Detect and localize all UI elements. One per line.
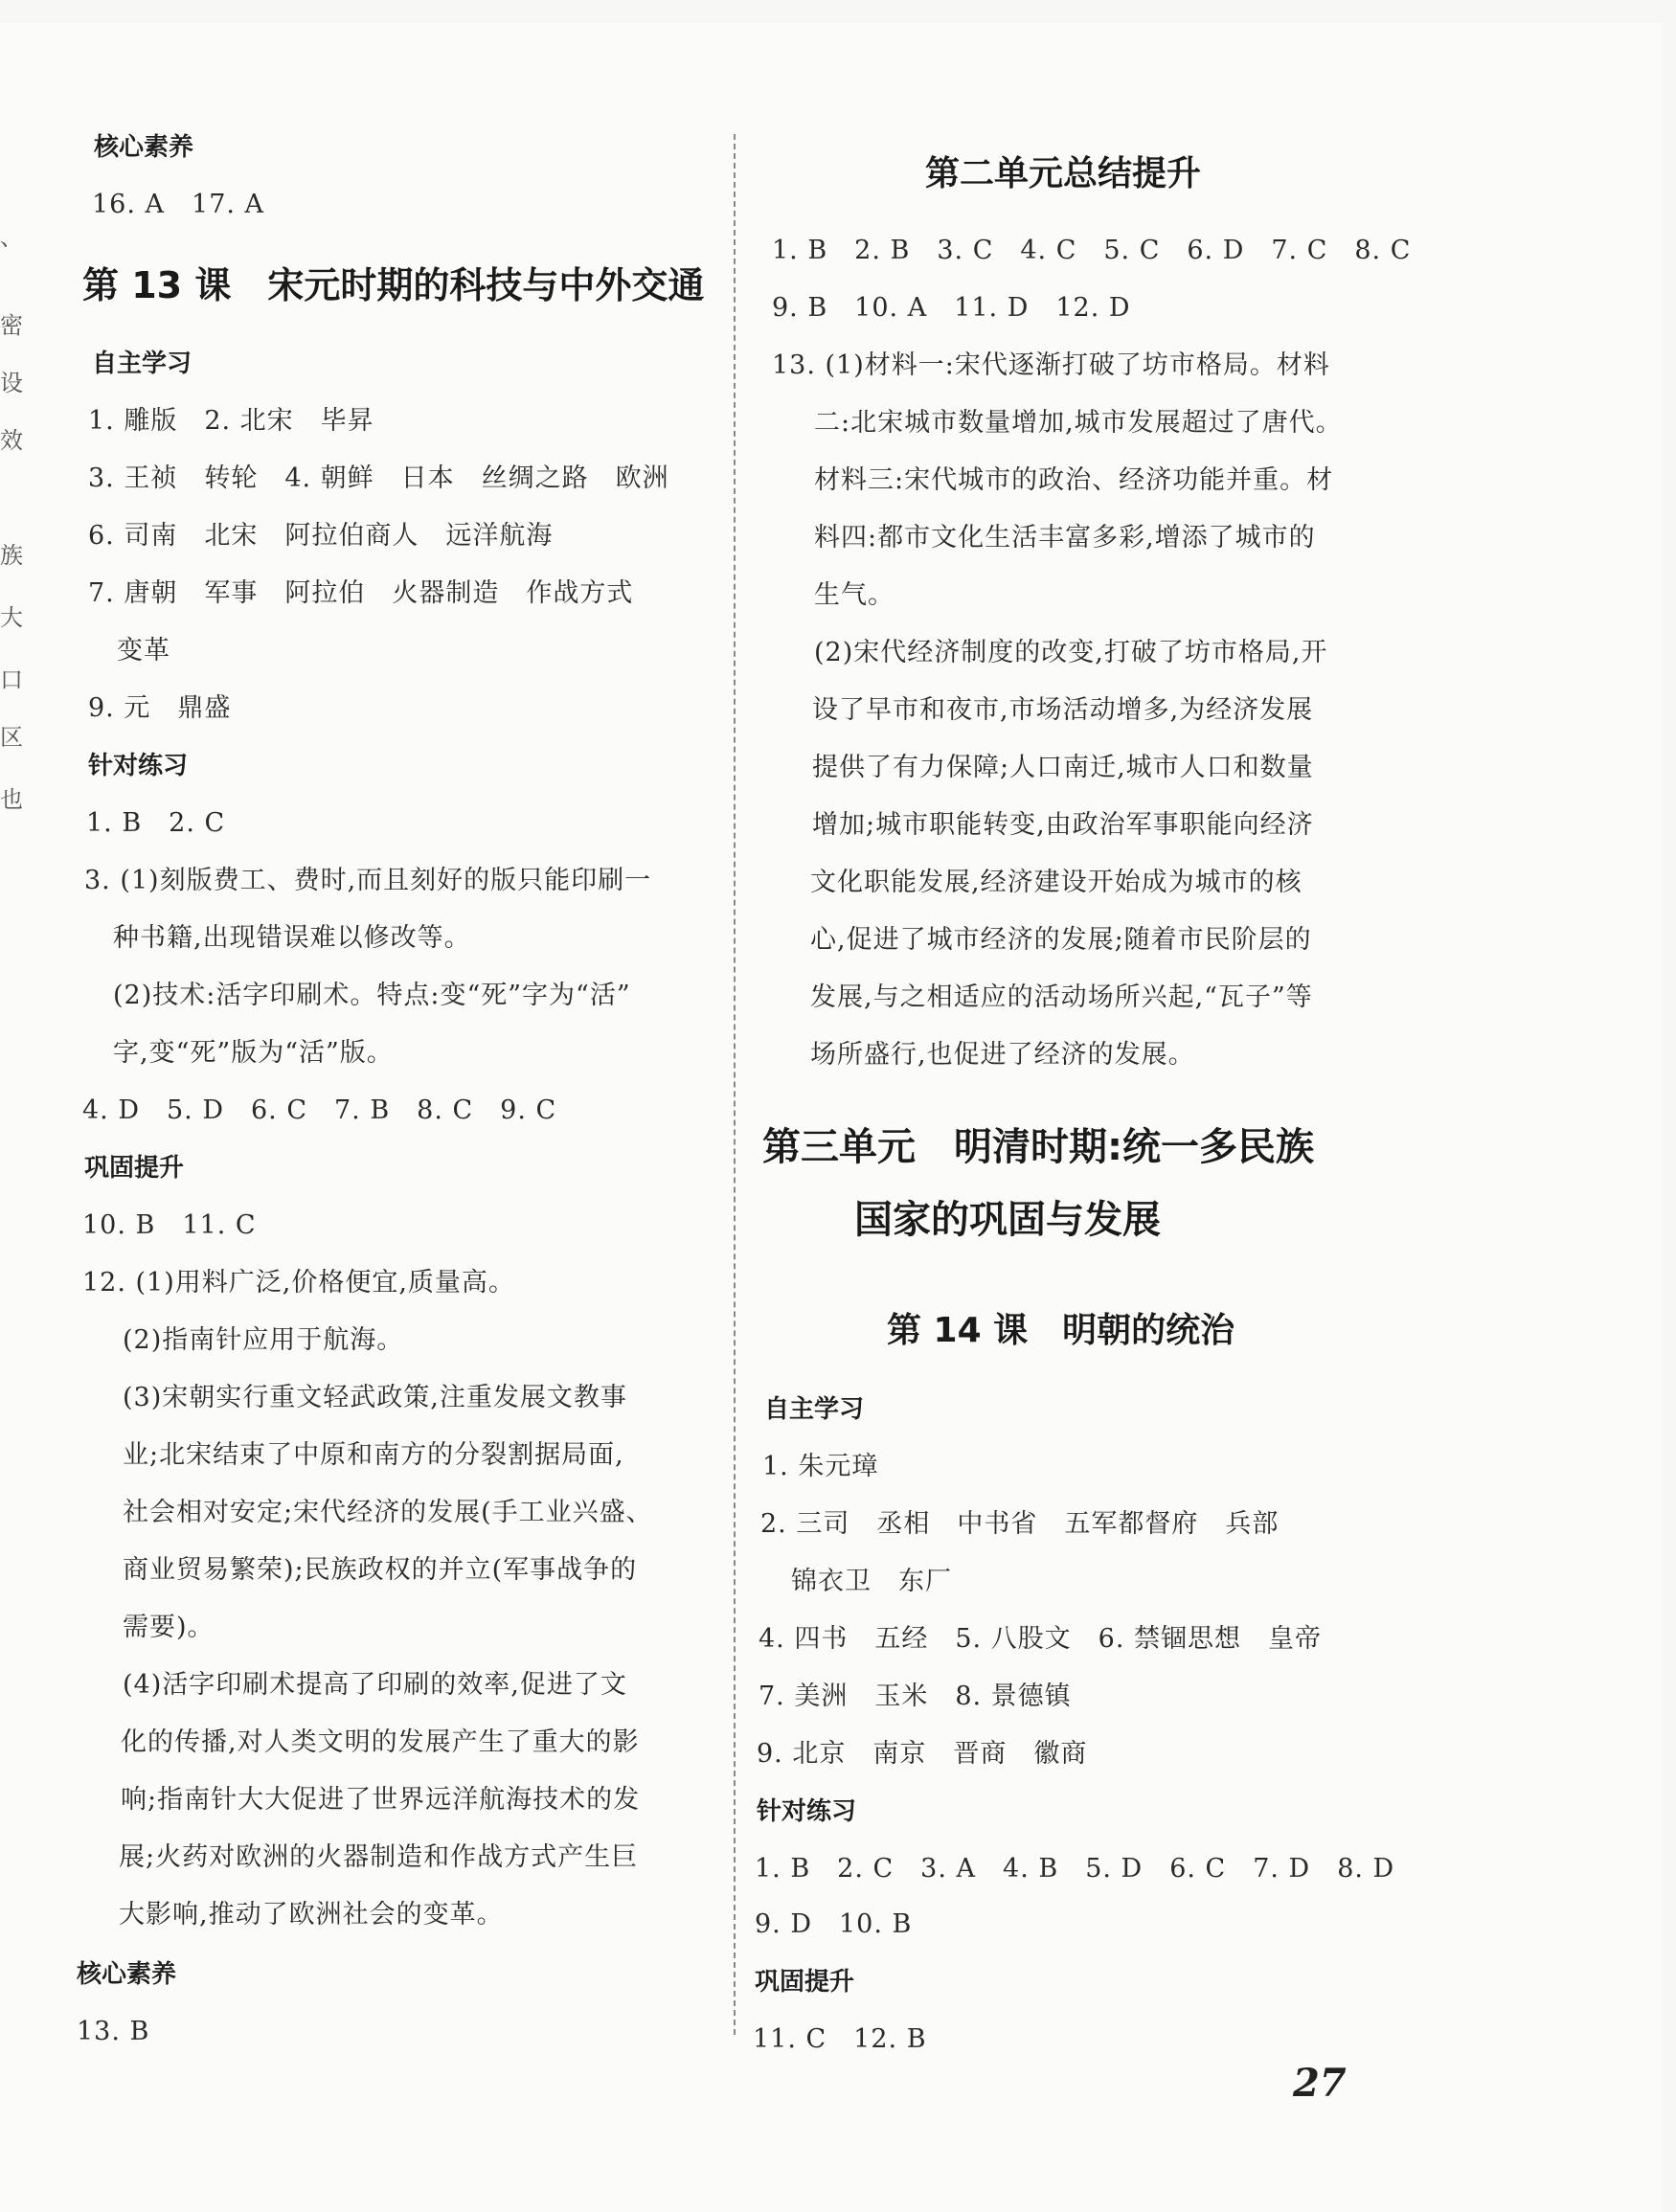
unit-3-title-line-2: 国家的巩固与发展 xyxy=(854,1198,1161,1242)
answer-line: 4. 四书 五经 5. 八股文 6. 禁锢思想 皇帝 xyxy=(759,1624,1323,1654)
answer-line: 社会相对安定;宋代经济的发展(手工业兴盛、 xyxy=(123,1498,653,1527)
answer-line: 13. (1)材料一:宋代逐渐打破了坊市格局。材料 xyxy=(772,350,1330,380)
answer-line: 响;指南针大大促进了世界远洋航海技术的发 xyxy=(121,1785,641,1815)
margin-fragment: 设 xyxy=(0,370,24,396)
answer-line: 生气。 xyxy=(814,580,895,610)
answer-line: 提供了有力保障;人口南迁,城市人口和数量 xyxy=(812,753,1314,782)
answer-line: 9. 元 鼎盛 xyxy=(88,693,232,723)
answer-line: 增加;城市职能转变,由政治军事职能向经济 xyxy=(812,810,1314,840)
unit-3-title-line-1: 第三单元 明清时期:统一多民族 xyxy=(762,1125,1314,1169)
answer-line: 9. 北京 南京 晋商 徽商 xyxy=(757,1739,1088,1769)
answer-line: 展;火药对欧洲的火器制造和作战方式产生巨 xyxy=(119,1842,639,1872)
answer-line: 种书籍,出现错误难以修改等。 xyxy=(113,923,471,953)
answer-line: 发展,与之相适应的活动场所兴起,“瓦子”等 xyxy=(810,982,1313,1012)
section-header-consolidate: 巩固提升 xyxy=(84,1154,185,1183)
lesson-14-title: 第 14 课 明朝的统治 xyxy=(887,1311,1235,1350)
answer-line: 3. (1)刻版费工、费时,而且刻好的版只能印刷一 xyxy=(84,866,652,895)
answer-line: 设了早市和夜市,市场活动增多,为经济发展 xyxy=(812,695,1314,725)
answer-line: 变革 xyxy=(117,636,170,666)
margin-fragment: 效 xyxy=(0,427,24,454)
answer-line: 1. B 2. B 3. C 4. C 5. C 6. D 7. C 8. C xyxy=(772,236,1412,265)
answer-line: 材料三:宋代城市的政治、经济功能并重。材 xyxy=(814,465,1334,495)
answer-line: 7. 美洲 玉米 8. 景德镇 xyxy=(759,1682,1072,1711)
answer-line: 2. 三司 丞相 中书省 五军都督府 兵部 xyxy=(760,1509,1280,1539)
answer-line: 1. B 2. C 3. A 4. B 5. D 6. C 7. D 8. D xyxy=(755,1854,1395,1884)
answer-line: 1. 朱元璋 xyxy=(762,1452,879,1481)
answer-line: 文化职能发展,经济建设开始成为城市的核 xyxy=(810,868,1302,897)
answer-line: 1. 雕版 2. 北宋 毕昇 xyxy=(88,406,374,436)
margin-fragment: 区 xyxy=(0,724,24,751)
answer-line: 6. 司南 北宋 阿拉伯商人 远洋航海 xyxy=(88,521,554,551)
section-header-self-study: 自主学习 xyxy=(92,350,193,378)
answer-line: (4)活字印刷术提高了印刷的效率,促进了文 xyxy=(123,1670,627,1700)
margin-fragment: 也 xyxy=(0,786,24,813)
section-header-self-study: 自主学习 xyxy=(764,1395,865,1424)
answer-line: 13. B xyxy=(77,2017,150,2046)
answer-line: 心,促进了城市经济的发展;随着市民阶层的 xyxy=(810,925,1312,955)
margin-fragment: 密 xyxy=(0,312,24,339)
margin-fragment: 族 xyxy=(0,542,24,569)
answer-line: 1. B 2. C xyxy=(86,808,226,838)
answer-line: 7. 唐朝 军事 阿拉伯 火器制造 作战方式 xyxy=(88,578,634,608)
answer-line: 料四:都市文化生活丰富多彩,增添了城市的 xyxy=(814,523,1316,553)
answer-line: (2)指南针应用于航海。 xyxy=(123,1325,404,1355)
section-header-practice: 针对练习 xyxy=(757,1797,857,1826)
answer-line: (2)宋代经济制度的改变,打破了坊市格局,开 xyxy=(814,638,1328,667)
lesson-13-title: 第 13 课 宋元时期的科技与中外交通 xyxy=(82,264,705,306)
answer-line: 字,变“死”版为“活”版。 xyxy=(113,1038,394,1068)
page-number: 27 xyxy=(1293,2061,1347,2106)
margin-fragment: 口 xyxy=(0,666,24,693)
answer-line: 二:北宋城市数量增加,城市发展超过了唐代。 xyxy=(814,408,1343,438)
column-divider xyxy=(734,134,736,2035)
answer-line: 4. D 5. D 6. C 7. B 8. C 9. C xyxy=(82,1095,557,1125)
section-header-core: 核心素养 xyxy=(94,133,194,162)
answer-line: 商业贸易繁荣);民族政权的并立(军事战争的 xyxy=(123,1555,638,1585)
section-header-core: 核心素养 xyxy=(77,1960,177,1989)
answer-line: 10. B 11. C xyxy=(82,1210,257,1240)
answer-line: 大影响,推动了欧洲社会的变革。 xyxy=(119,1900,504,1930)
answer-line: (3)宋朝实行重文轻武政策,注重发展文教事 xyxy=(123,1383,627,1412)
answer-line: 9. B 10. A 11. D 12. D xyxy=(772,293,1131,323)
answer-line: 16. A 17. A xyxy=(92,190,265,219)
margin-fragment: 、 xyxy=(0,224,24,251)
margin-fragment: 大 xyxy=(0,604,24,631)
answer-line: 业;北宋结束了中原和南方的分裂割据局面, xyxy=(123,1440,624,1470)
unit-2-summary-title: 第二单元总结提升 xyxy=(925,154,1202,193)
section-header-practice: 针对练习 xyxy=(88,752,189,780)
answer-line: 11. C 12. B xyxy=(753,2024,927,2054)
answer-line: (2)技术:活字印刷术。特点:变“死”字为“活” xyxy=(113,981,631,1010)
answer-line: 9. D 10. B xyxy=(755,1909,913,1939)
answer-line: 需要)。 xyxy=(123,1613,215,1642)
answer-line: 化的传播,对人类文明的发展产生了重大的影 xyxy=(121,1727,640,1757)
answer-line: 场所盛行,也促进了经济的发展。 xyxy=(810,1040,1195,1070)
answer-line: 锦衣卫 东厂 xyxy=(791,1567,952,1596)
section-header-consolidate: 巩固提升 xyxy=(755,1968,855,1997)
answer-line: 12. (1)用料广泛,价格便宜,质量高。 xyxy=(82,1268,515,1298)
answer-line: 3. 王祯 转轮 4. 朝鲜 日本 丝绸之路 欧洲 xyxy=(88,463,669,493)
